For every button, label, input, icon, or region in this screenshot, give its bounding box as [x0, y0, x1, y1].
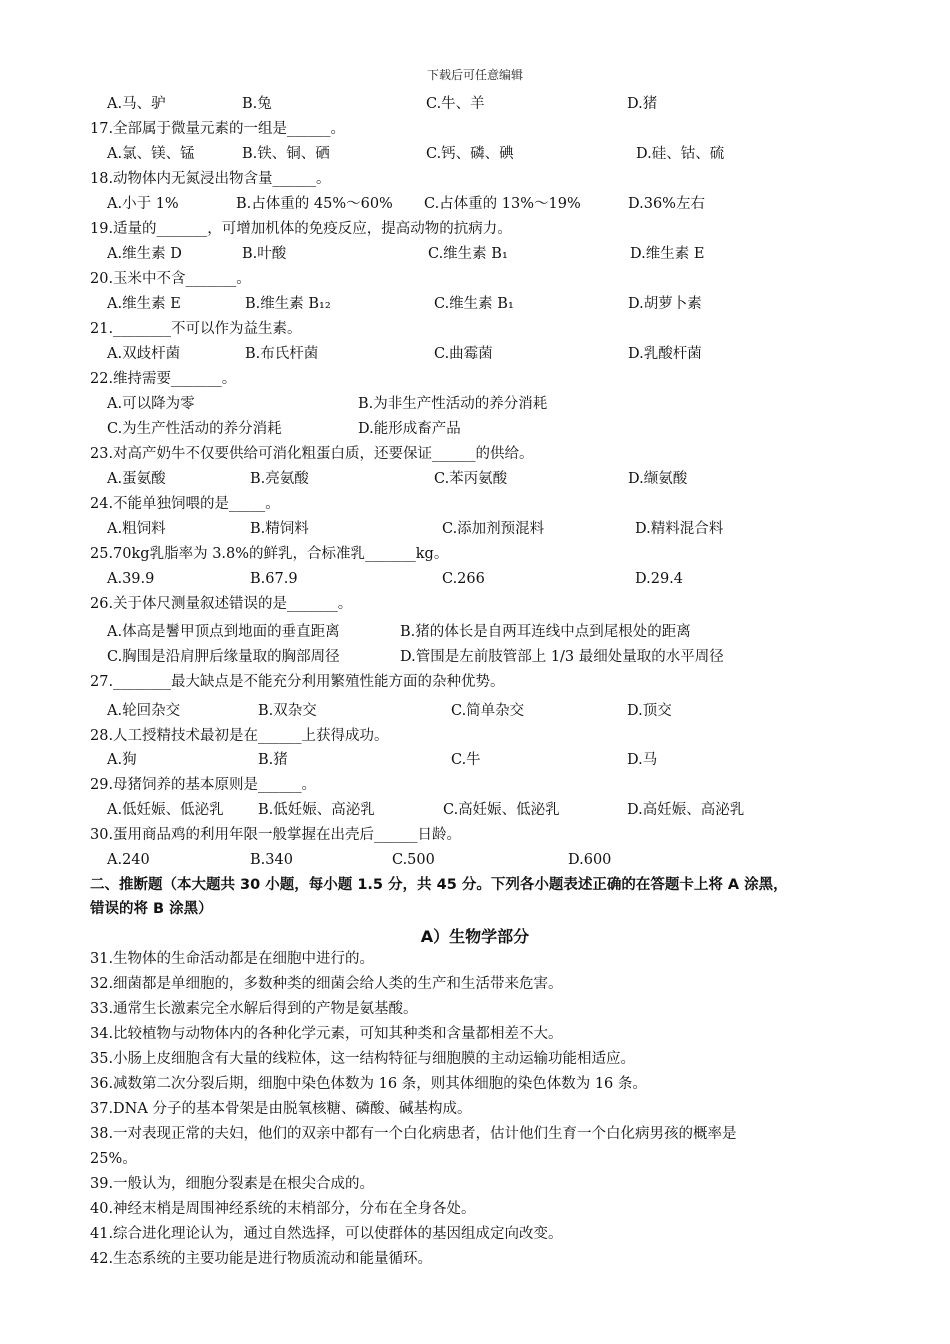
q26-option-d: D.管围是左前肢管部上 1/3 最细处量取的水平周径: [400, 649, 724, 665]
q28-option-b: B.猪: [258, 752, 288, 768]
q25-option-b: B.67.9: [250, 571, 298, 587]
subsection-title: A）生物学部分: [420, 927, 530, 946]
judgment-40: 40.神经末梢是周围神经系统的末梢部分，分布在全身各处。: [90, 1201, 476, 1217]
q16-option-b: B.兔: [242, 96, 272, 112]
q20-option-d: D.胡萝卜素: [628, 296, 702, 312]
q29-option-b: B.低妊娠、高泌乳: [258, 802, 375, 818]
question-24: 24.不能单独饲喂的是_____。: [90, 496, 280, 512]
judgment-41: 41.综合进化理论认为，通过自然选择，可以使群体的基因组成定向改变。: [90, 1226, 563, 1242]
q17-option-d: D.硅、钴、硫: [636, 146, 725, 162]
judgment-37: 37.DNA 分子的基本骨架是由脱氧核糖、磷酸、碱基构成。: [90, 1101, 472, 1117]
q28-option-c: C.牛: [451, 752, 481, 768]
q27-option-c: C.简单杂交: [451, 703, 525, 719]
q17-option-a: A.氯、镁、锰: [107, 146, 195, 162]
q21-option-d: D.乳酸杆菌: [628, 346, 702, 362]
q17-option-c: C.钙、磷、碘: [426, 146, 514, 162]
q30-option-c: C.500: [392, 852, 435, 868]
q23-option-b: B.亮氨酸: [250, 471, 309, 487]
q28-option-d: D.马: [627, 752, 658, 768]
judgment-42: 42.生态系统的主要功能是进行物质流动和能量循环。: [90, 1251, 433, 1267]
judgment-38-continued: 25%。: [90, 1151, 137, 1167]
judgment-38: 38.一对表现正常的夫妇，他们的双亲中都有一个白化病患者，估计他们生育一个白化病男孩的概率是: [90, 1126, 737, 1142]
q27-option-d: D.顶交: [627, 703, 672, 719]
judgment-34: 34.比较植物与动物体内的各种化学元素，可知其种类和含量都相差不大。: [90, 1026, 563, 1042]
q22-option-c: C.为生产性活动的养分消耗: [107, 421, 282, 437]
q27-option-b: B.双杂交: [258, 703, 317, 719]
judgment-39: 39.一般认为，细胞分裂素是在根尖合成的。: [90, 1176, 375, 1192]
q29-option-c: C.高妊娠、低泌乳: [443, 802, 560, 818]
question-23: 23.对高产奶牛不仅要供给可消化粗蛋白质，还要保证______的供给。: [90, 446, 534, 462]
q21-option-c: C.曲霉菌: [434, 346, 493, 362]
q19-option-c: C.维生素 B₁: [428, 246, 508, 262]
question-30: 30.蛋用商品鸡的利用年限一般掌握在出壳后______日龄。: [90, 827, 462, 843]
page-header: 下载后可任意编辑: [426, 68, 523, 82]
q28-option-a: A.狗: [107, 752, 137, 768]
question-25: 25.70kg乳脂率为 3.8%的鲜乳，合标准乳_______kg。: [90, 546, 449, 562]
question-19: 19.适量的_______，可增加机体的免疫反应，提高动物的抗病力。: [90, 221, 512, 237]
q26-option-a: A.体高是鬐甲顶点到地面的垂直距离: [107, 624, 340, 640]
question-27: 27.________最大缺点是不能充分利用繁殖性能方面的杂种优势。: [90, 674, 505, 690]
q16-option-a: A.马、驴: [107, 96, 166, 112]
q27-option-a: A.轮回杂交: [107, 703, 181, 719]
question-28: 28.人工授精技术最初是在______上获得成功。: [90, 728, 389, 744]
q26-option-b: B.猪的体长是自两耳连线中点到尾根处的距离: [400, 624, 691, 640]
q20-option-c: C.维生素 B₁: [434, 296, 514, 312]
question-20: 20.玉米中不含_______。: [90, 271, 251, 287]
q22-option-b: B.为非生产性活动的养分消耗: [358, 396, 548, 412]
judgment-31: 31.生物体的生命活动都是在细胞中进行的。: [90, 951, 375, 967]
judgment-32: 32.细菌都是单细胞的，多数种类的细菌会给人类的生产和生活带来危害。: [90, 976, 563, 992]
judgment-35: 35.小肠上皮细胞含有大量的线粒体，这一结构特征与细胞膜的主动运输功能相适应。: [90, 1051, 636, 1067]
q16-option-c: C.牛、羊: [426, 96, 485, 112]
q19-option-d: D.维生素 E: [630, 246, 705, 262]
section-heading-line-2: 错误的将 B 涂黑）: [90, 901, 213, 917]
q21-option-b: B.布氏杆菌: [245, 346, 319, 362]
q30-option-d: D.600: [568, 852, 612, 868]
q24-option-a: A.粗饲料: [107, 521, 166, 537]
q20-option-a: A.维生素 E: [107, 296, 181, 312]
q22-option-d: D.能形成畜产品: [358, 421, 461, 437]
q19-option-a: A.维生素 D: [107, 246, 182, 262]
q20-option-b: B.维生素 B₁₂: [245, 296, 331, 312]
q24-option-c: C.添加剂预混料: [442, 521, 545, 537]
q25-option-d: D.29.4: [635, 571, 684, 587]
q18-option-c: C.占体重的 13%～19%: [424, 196, 581, 212]
q29-option-a: A.低妊娠、低泌乳: [107, 802, 224, 818]
q23-option-a: A.蛋氨酸: [107, 471, 166, 487]
question-26: 26.关于体尺测量叙述错误的是_______。: [90, 596, 353, 612]
q23-option-d: D.缬氨酸: [628, 471, 688, 487]
question-22: 22.维持需要_______。: [90, 371, 237, 387]
q16-option-d: D.猪: [627, 96, 658, 112]
q18-option-b: B.占体重的 45%～60%: [236, 196, 393, 212]
q18-option-a: A.小于 1%: [107, 196, 179, 212]
question-29: 29.母猪饲养的基本原则是______。: [90, 777, 317, 793]
q18-option-d: D.36%左右: [628, 196, 705, 212]
q21-option-a: A.双歧杆菌: [107, 346, 181, 362]
q24-option-d: D.精料混合料: [635, 521, 724, 537]
q17-option-b: B.铁、铜、硒: [242, 146, 330, 162]
question-18: 18.动物体内无氮浸出物含量______。: [90, 171, 331, 187]
q30-option-b: B.340: [250, 852, 293, 868]
question-21: 21.________不可以作为益生素。: [90, 321, 302, 337]
section-heading-line-1: 二、推断题（本大题共 30 小题，每小题 1.5 分，共 45 分。下列各小题表述正确的在答题卡上将 A 涂黑，: [90, 877, 788, 893]
q29-option-d: D.高妊娠、高泌乳: [627, 802, 745, 818]
q23-option-c: C.苯丙氨酸: [434, 471, 508, 487]
q24-option-b: B.精饲料: [250, 521, 309, 537]
q30-option-a: A.240: [107, 852, 150, 868]
judgment-36: 36.减数第二次分裂后期，细胞中染色体数为 16 条，则其体细胞的染色体数为 16 条。: [90, 1076, 647, 1092]
q26-option-c: C.胸围是沿肩胛后缘量取的胸部周径: [107, 649, 340, 665]
judgment-33: 33.通常生长激素完全水解后得到的产物是氨基酸。: [90, 1001, 418, 1017]
q25-option-c: C.266: [442, 571, 485, 587]
question-17: 17.全部属于微量元素的一组是______。: [90, 121, 346, 137]
q22-option-a: A.可以降为零: [107, 396, 195, 412]
q25-option-a: A.39.9: [107, 571, 155, 587]
q19-option-b: B.叶酸: [242, 246, 287, 262]
